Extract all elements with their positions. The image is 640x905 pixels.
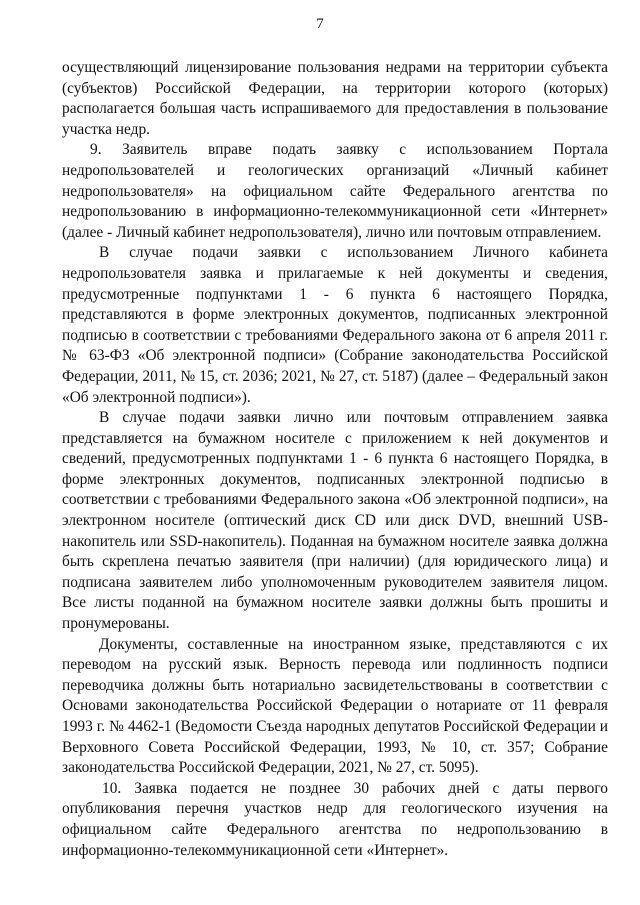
paragraph-foreign-language-documents: Документы, составленные на иностранном языке, представляются с их переводом на русский язык. Верность перевода или подлинность подписи переводчика должны быть нотариально засвидетельствованы в соответствии с Основами законодательства Российской Федерации о нотариате от 11 февраля 1993 г. № 4462-1 (Ведомости Съезда народных депутатов Российской Федерации и Верховного Совета Российской Федерации, 1993, № 10, ст. 357; Собрание законодательства Российской Федерации, 2021, № 27, ст. 5095). xyxy=(62,635,608,777)
paragraph-item-9: 9. Заявитель вправе подать заявку с использованием Портала недропользователей и геологических организаций «Личный кабинет недропользователя» на официальном сайте Федерального агентства по недропользованию в информационно-телекоммуникационной сети «Интернет» (далее - Личный кабинет недропользователя), лично или почтовым отправлением. xyxy=(62,141,608,241)
page-number: 7 xyxy=(316,16,324,32)
paragraph-item-10: 10. Заявка подается не позднее 30 рабочих дней с даты первого опубликования перечня участков недр для геологического изучения на официальном сайте Федерального агентства по недропользованию в информационно-телекоммуникационной сети «Интернет». xyxy=(62,779,608,859)
paragraph-electronic-submission: В случае подачи заявки с использованием Личного кабинета недропользователя заявка и прилагаемые к ней документы и сведения, предусмотренные подпунктами 1 - 6 пункта 6 настоящего Порядка, представляются в форме электронных документов, подписанных электронной подписью в соответствии с требованиями Федерального закона от 6 апреля 2011 г. № 63-ФЗ «Об электронной подписи» (Собрание законодательства Российской Федерации, 2011, № 15, ст. 2036; 2021, № 27, ст. 5187) (далее – Федеральный закон «Об электронной подписи»). xyxy=(62,244,608,406)
paragraph-paper-submission: В случае подачи заявки лично или почтовым отправлением заявка представляется на бумажном носителе с приложением к ней документов и сведений, предусмотренных подпунктами 1 - 6 пункта 6 настоящего Порядка, в форме электронных документов, подписанных электронной подписью в соответствии с требованиями Федерального закона «Об электронной подписи», на электронном носителе (оптический диск CD или диск DVD, внешний USB-накопитель или SSD-накопитель). Поданная на бумажном носителе заявка должна быть скреплена печатью заявителя (при наличии) (для юридического лица) и подписана заявителем либо уполномоченным руководителем заявителя лицом. Все листы поданной на бумажном носителе заявки должны быть прошиты и пронумерованы. xyxy=(62,409,608,633)
paragraph-continuation: осуществляющий лицензирование пользования недрами на территории субъекта (субъектов) Российской Федерации, на территории которого (которых) располагается большая часть испрашиваемого для предоставления в пользование участка недр. xyxy=(62,59,608,138)
document-body xyxy=(62,58,608,861)
